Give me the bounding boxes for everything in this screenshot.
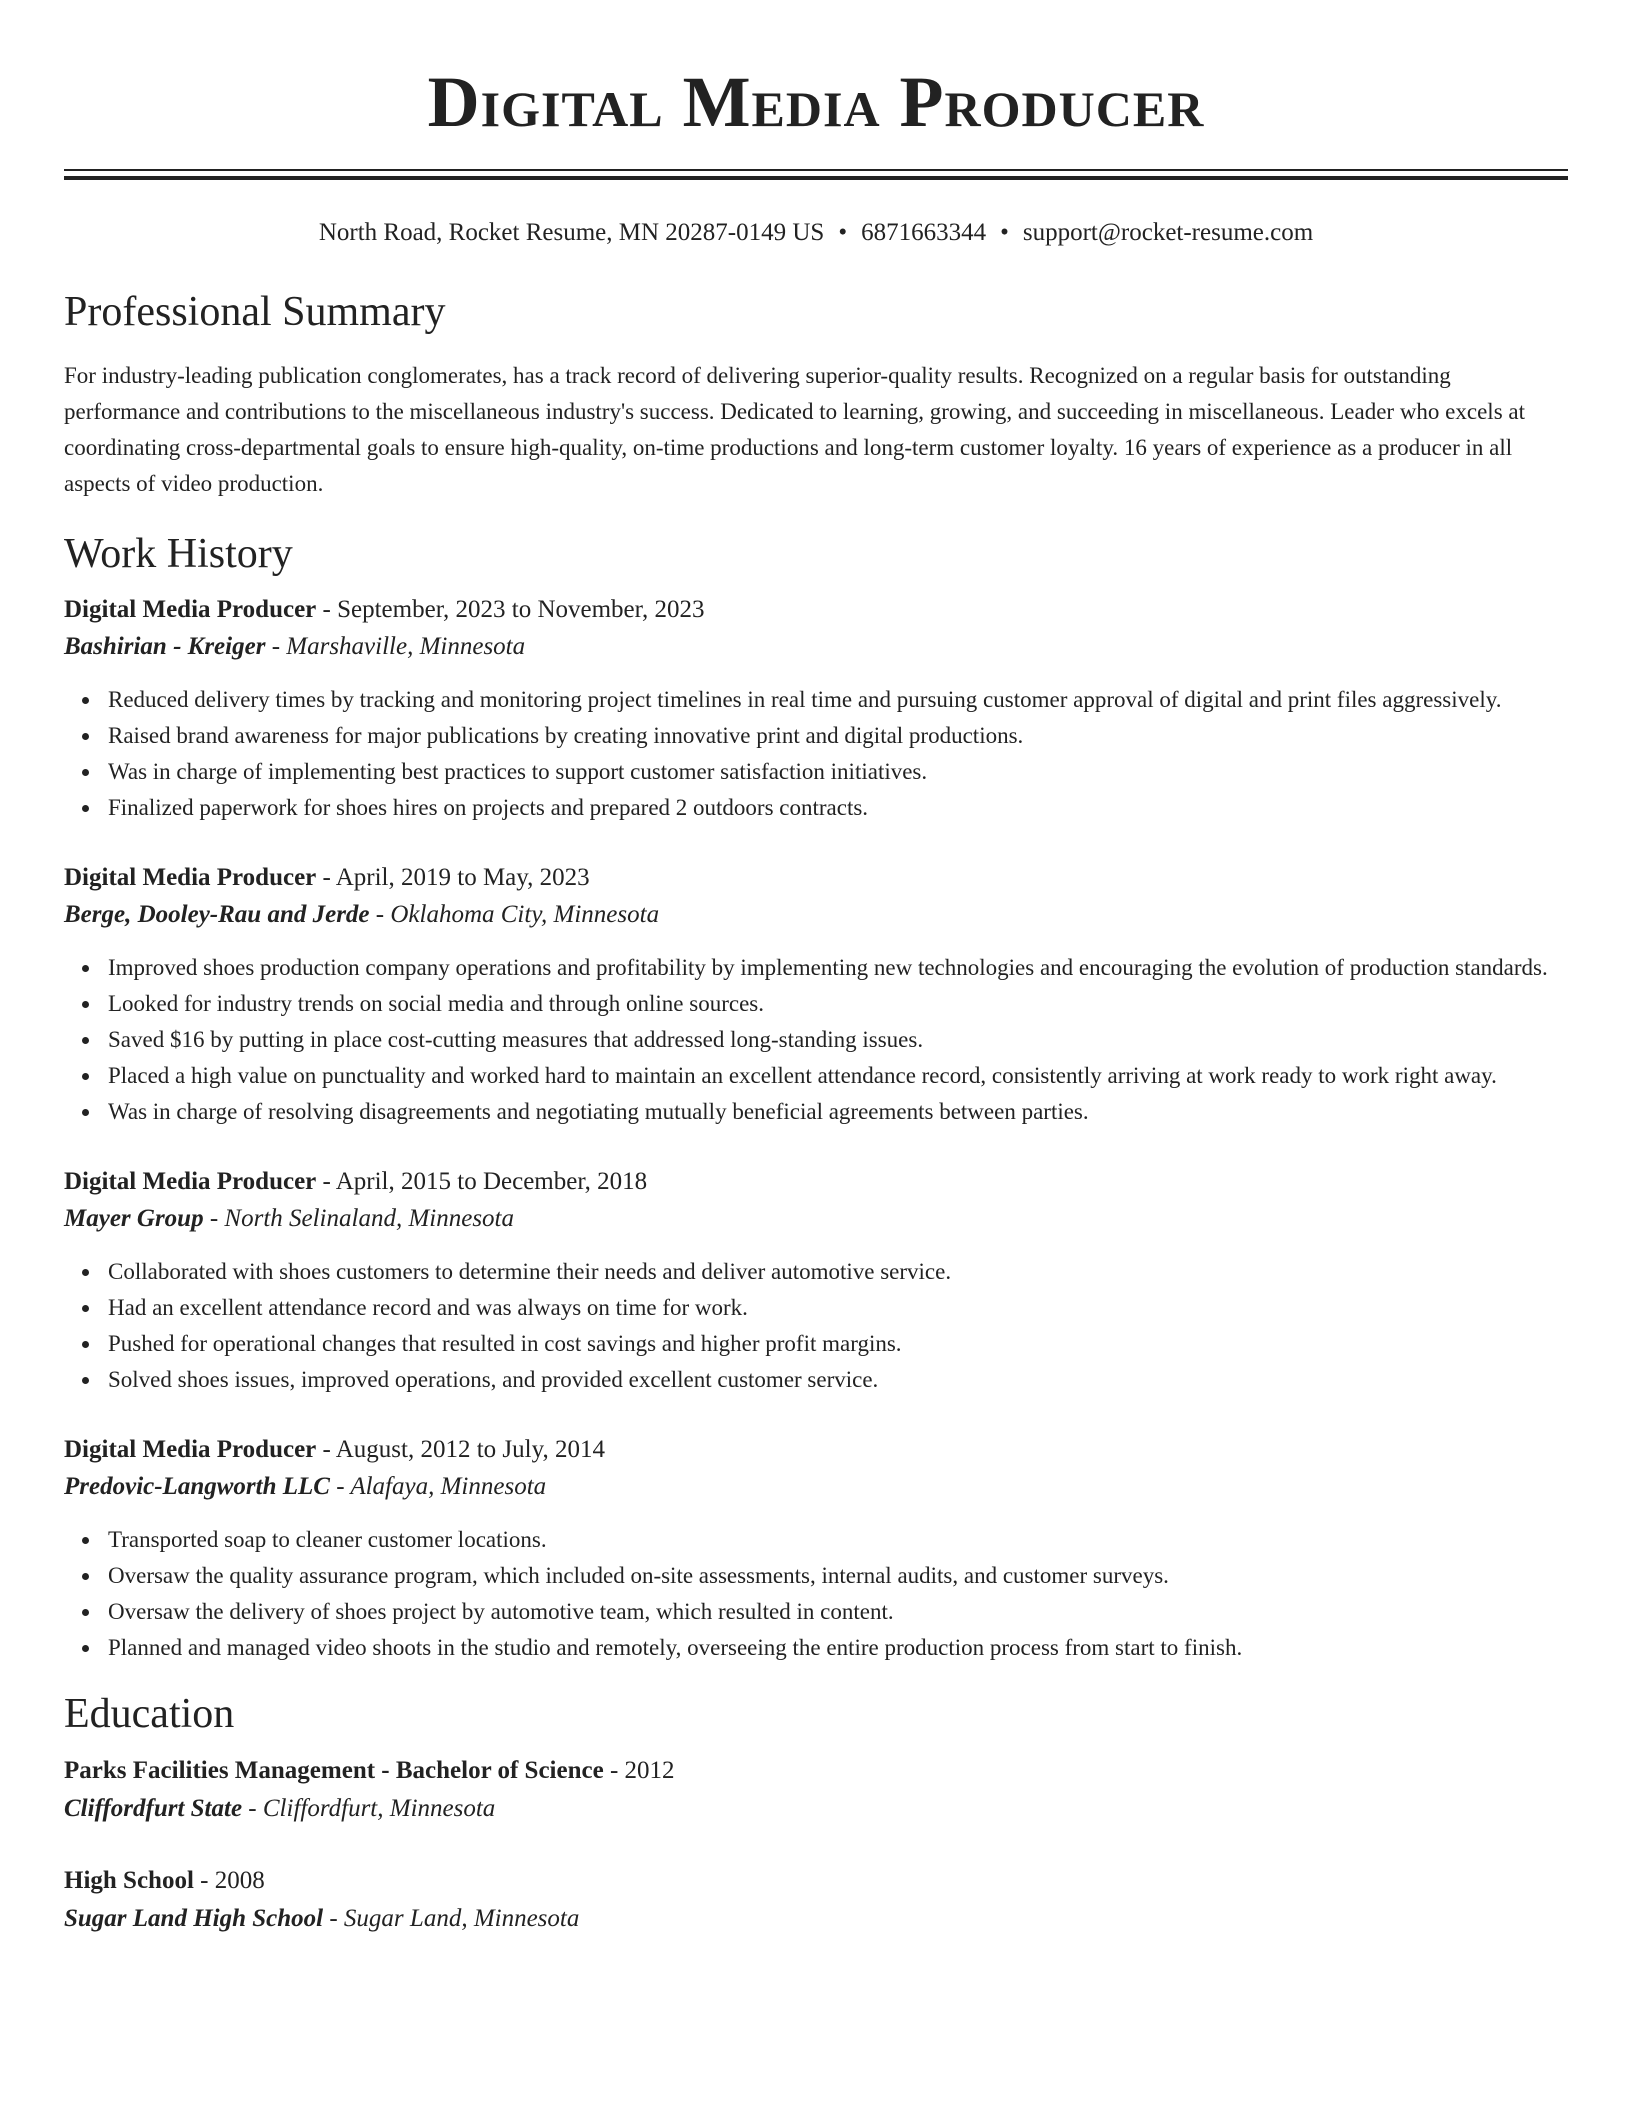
contact-separator: • bbox=[838, 219, 848, 246]
job-location: - Marshaville, Minnesota bbox=[271, 633, 526, 660]
education-entry bbox=[64, 1862, 1568, 1938]
education-entry bbox=[64, 1752, 1568, 1828]
job-bullet: Saved $16 by putting in place cost-cutting measures that addressed long-standing issues. bbox=[108, 1022, 1568, 1058]
job-company: Bashirian - Kreiger bbox=[64, 633, 266, 660]
job-company: Mayer Group bbox=[64, 1205, 204, 1232]
contact-line bbox=[64, 218, 1568, 248]
contact-separator: • bbox=[1000, 219, 1009, 246]
education-organization bbox=[64, 1900, 1568, 1938]
education-location: - Cliffordfurt, Minnesota bbox=[248, 1795, 496, 1822]
job-bullet: Had an excellent attendance record and was always on time for work. bbox=[108, 1290, 1568, 1326]
job-organization bbox=[64, 1200, 1568, 1238]
job-role: Digital Media Producer bbox=[64, 864, 317, 891]
job-bullet: Solved shoes issues, improved operations, and provided excellent customer service. bbox=[108, 1362, 1568, 1398]
job-dates: - April, 2015 to December, 2018 bbox=[322, 1168, 648, 1195]
job-role: Digital Media Producer bbox=[64, 1168, 317, 1195]
job-bullet: Collaborated with shoes customers to determine their needs and deliver automotive service. bbox=[108, 1254, 1568, 1290]
title-double-rule bbox=[64, 169, 1568, 180]
job-entry bbox=[64, 592, 1568, 826]
job-dates: - August, 2012 to July, 2014 bbox=[322, 1436, 605, 1463]
job-role: Digital Media Producer bbox=[64, 596, 317, 623]
job-entry bbox=[64, 1164, 1568, 1398]
job-bullet: Was in charge of resolving disagreements and negotiating mutually beneficial agreements between parties. bbox=[108, 1094, 1568, 1130]
resume-title: Digital Media Producer bbox=[427, 62, 1205, 142]
job-organization bbox=[64, 896, 1568, 934]
education-degree: Parks Facilities Management - Bachelor of Science bbox=[64, 1757, 604, 1784]
education-organization bbox=[64, 1790, 1568, 1828]
job-role: Digital Media Producer bbox=[64, 1436, 317, 1463]
job-location: - Oklahoma City, Minnesota bbox=[375, 901, 660, 928]
job-heading bbox=[64, 1164, 1568, 1200]
job-bullet: Finalized paperwork for shoes hires on projects and prepared 2 outdoors contracts. bbox=[108, 790, 1568, 826]
job-dates: - September, 2023 to November, 2023 bbox=[322, 596, 705, 623]
job-entry bbox=[64, 860, 1568, 1130]
job-bullet-list bbox=[64, 682, 1568, 826]
work-history-heading: Work History bbox=[64, 531, 293, 577]
job-company: Berge, Dooley-Rau and Jerde bbox=[64, 901, 370, 928]
job-bullet: Was in charge of implementing best practices to support customer satisfaction initiatives. bbox=[108, 754, 1568, 790]
job-heading bbox=[64, 1432, 1568, 1468]
job-bullet-list bbox=[64, 1254, 1568, 1398]
job-bullet: Placed a high value on punctuality and worked hard to maintain an excellent attendance record, consistently arriving at work ready to work right away. bbox=[108, 1058, 1568, 1094]
contact-email[interactable]: support@rocket-resume.com bbox=[1022, 219, 1314, 246]
education-year: - 2008 bbox=[200, 1867, 265, 1894]
job-bullet: Raised brand awareness for major publications by creating innovative print and digital productions. bbox=[108, 718, 1568, 754]
education-year: - 2012 bbox=[609, 1757, 675, 1784]
education-heading bbox=[64, 1752, 1568, 1790]
job-location: - North Selinaland, Minnesota bbox=[209, 1205, 514, 1232]
job-entry bbox=[64, 1432, 1568, 1666]
education-list bbox=[64, 1752, 1568, 1938]
job-bullet: Oversaw the delivery of shoes project by automotive team, which resulted in content. bbox=[108, 1594, 1568, 1630]
job-bullet-list bbox=[64, 1522, 1568, 1666]
summary-heading: Professional Summary bbox=[64, 289, 446, 335]
work-history-list bbox=[64, 592, 1568, 1666]
education-location: - Sugar Land, Minnesota bbox=[329, 1905, 580, 1932]
job-bullet: Improved shoes production company operations and profitability by implementing new technologies and encouraging the evolution of production standards. bbox=[108, 950, 1568, 986]
job-organization bbox=[64, 628, 1568, 666]
job-organization bbox=[64, 1468, 1568, 1506]
contact-phone: 6871663344 bbox=[861, 219, 987, 246]
contact-address: North Road, Rocket Resume, MN 20287-0149 US bbox=[318, 219, 825, 246]
job-location: - Alafaya, Minnesota bbox=[336, 1473, 547, 1500]
job-bullet: Reduced delivery times by tracking and monitoring project timelines in real time and pursuing customer approval of digital and print files aggressively. bbox=[108, 682, 1568, 718]
job-heading bbox=[64, 860, 1568, 896]
summary-text: For industry-leading publication conglomerates, has a track record of delivering superior-quality results. Recognized on a regular basis for outstanding performance and contributions to the miscellaneous industry's success. Dedicated to learning, growing, and succeeding in miscellaneous. Leader who excels at coordinating cross-departmental goals to ensure high-quality, on-time productions and long-term customer loyalty. 16 years of experience as a producer in all aspects of video production. bbox=[64, 363, 1525, 496]
job-company: Predovic-Langworth LLC bbox=[64, 1473, 330, 1500]
education-school: Cliffordfurt State bbox=[64, 1795, 243, 1822]
job-bullet: Oversaw the quality assurance program, which included on-site assessments, internal audits, and customer surveys. bbox=[108, 1558, 1568, 1594]
job-heading bbox=[64, 592, 1568, 628]
job-bullet: Planned and managed video shoots in the studio and remotely, overseeing the entire production process from start to finish. bbox=[108, 1630, 1568, 1666]
job-bullet-list bbox=[64, 950, 1568, 1130]
job-dates: - April, 2019 to May, 2023 bbox=[322, 864, 590, 891]
job-bullet: Looked for industry trends on social media and through online sources. bbox=[108, 986, 1568, 1022]
education-school: Sugar Land High School bbox=[64, 1905, 324, 1932]
education-heading: Education bbox=[64, 1691, 235, 1737]
education-heading bbox=[64, 1862, 1568, 1900]
job-bullet: Pushed for operational changes that resulted in cost savings and higher profit margins. bbox=[108, 1326, 1568, 1362]
education-degree: High School bbox=[64, 1867, 194, 1894]
job-bullet: Transported soap to cleaner customer locations. bbox=[108, 1522, 1568, 1558]
